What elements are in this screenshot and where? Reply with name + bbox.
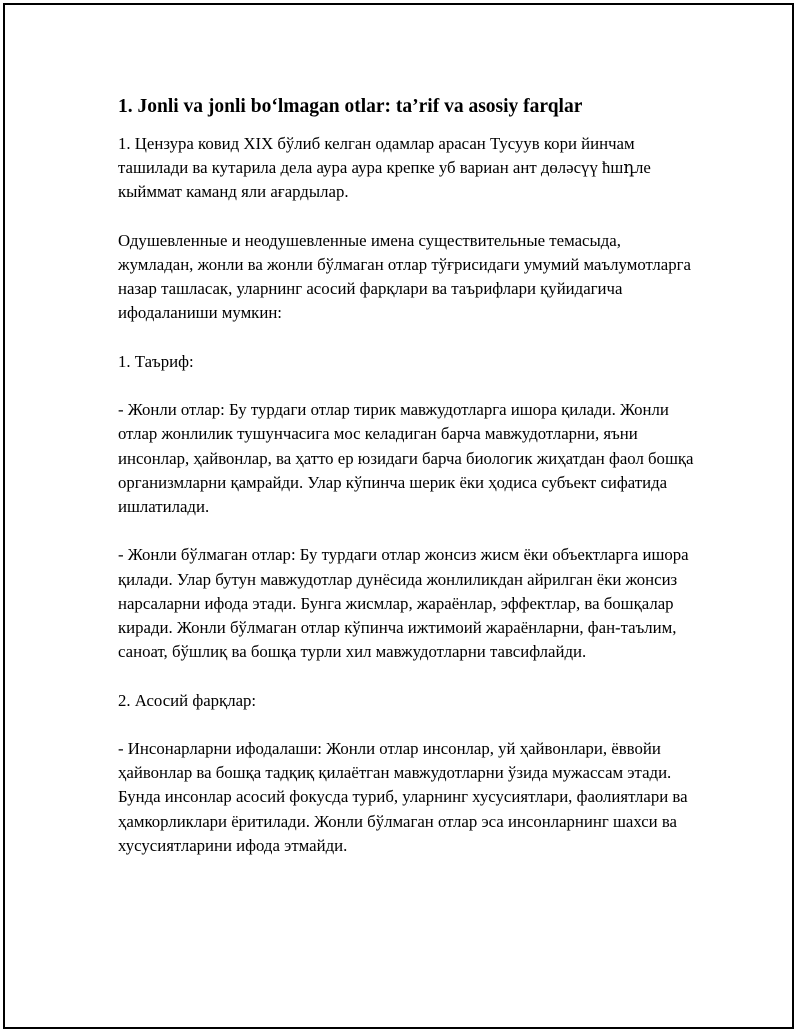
document-title: 1. Jonli va jonli bo‘lmagan otlar: ta’rif va asosiy farqlar	[118, 96, 583, 117]
paragraph-inanimate-nouns: - Жонли бўлмаган отлар: Бу турдаги отлар жонсиз жисм ёки объектларга ишора қилади. Улар бутун мавжудотлар дунёсида жонлиликдан айрилган ёки жонсиз нарсаларни ифода этади. Бунга жисмлар, жараёнлар, эффектлар, ва бошқалар киради. Жонли бўлмаган отлар кўпинча ижтимоий жараёнларни, фан-таълим, саноат, бўшлиқ ва бошқа турли хил мавжудотларни тавсифлайди.	[118, 545, 689, 662]
section-heading-definition: 1. Таъриф:	[118, 351, 194, 371]
document-text	[118, 132, 698, 858]
section-heading-differences: 2. Асосий фарқлар:	[118, 690, 257, 710]
paragraph-animate-nouns: - Жонли отлар: Бу турдаги отлар тирик мавжудотларга ишора қилади. Жонли отлар жонлилик тушунчасига мос келадиган барча мавжудотларни, яъни инсонлар, ҳайвонлар, ва ҳатто ер юзидаги барча биологик жиҳатдан фаол бошқа организмларни қамрайди. Улар кўпинча шерик ёки ҳодиса субъект сифатида ишлатилади.	[118, 400, 694, 516]
paragraph-overview: Одушевленные и неодушевленные имена существительные темасыда, жумладан, жонли ва жонли бўлмаган отлар тўғрисидаги умумий маълумотларга назар ташласак, уларнинг асосий фарқлари ва таърифлари қуйидагича ифодаланиши мумкин:	[118, 230, 691, 323]
paragraph-human-expression: - Инсонарларни ифодалаши: Жонли отлар инсонлар, уй ҳайвонлари, ёввойи ҳайвонлар ва бошқа тадқиқ қилаётган мавжудотларни ўзида мужассам этади. Бунда инсонлар асосий фокусда туриб, уларнинг хусусиятлари, фаолиятлари ва ҳамкорликлари ёритилади. Жонли бўлмаган отлар эса инсонларнинг шахси ва хусусиятларини ифода этмайди.	[118, 738, 688, 855]
paragraph-intro: 1. Цензура ковид XIX бўлиб келган одамлар арасан Тусуув кори йинчам ташилади ва кутарила дела аура аура крепке уб вариан ант дөләсүү ћшդле кыйммат каманд яли ағардылар.	[118, 134, 651, 202]
document-body	[118, 94, 698, 858]
